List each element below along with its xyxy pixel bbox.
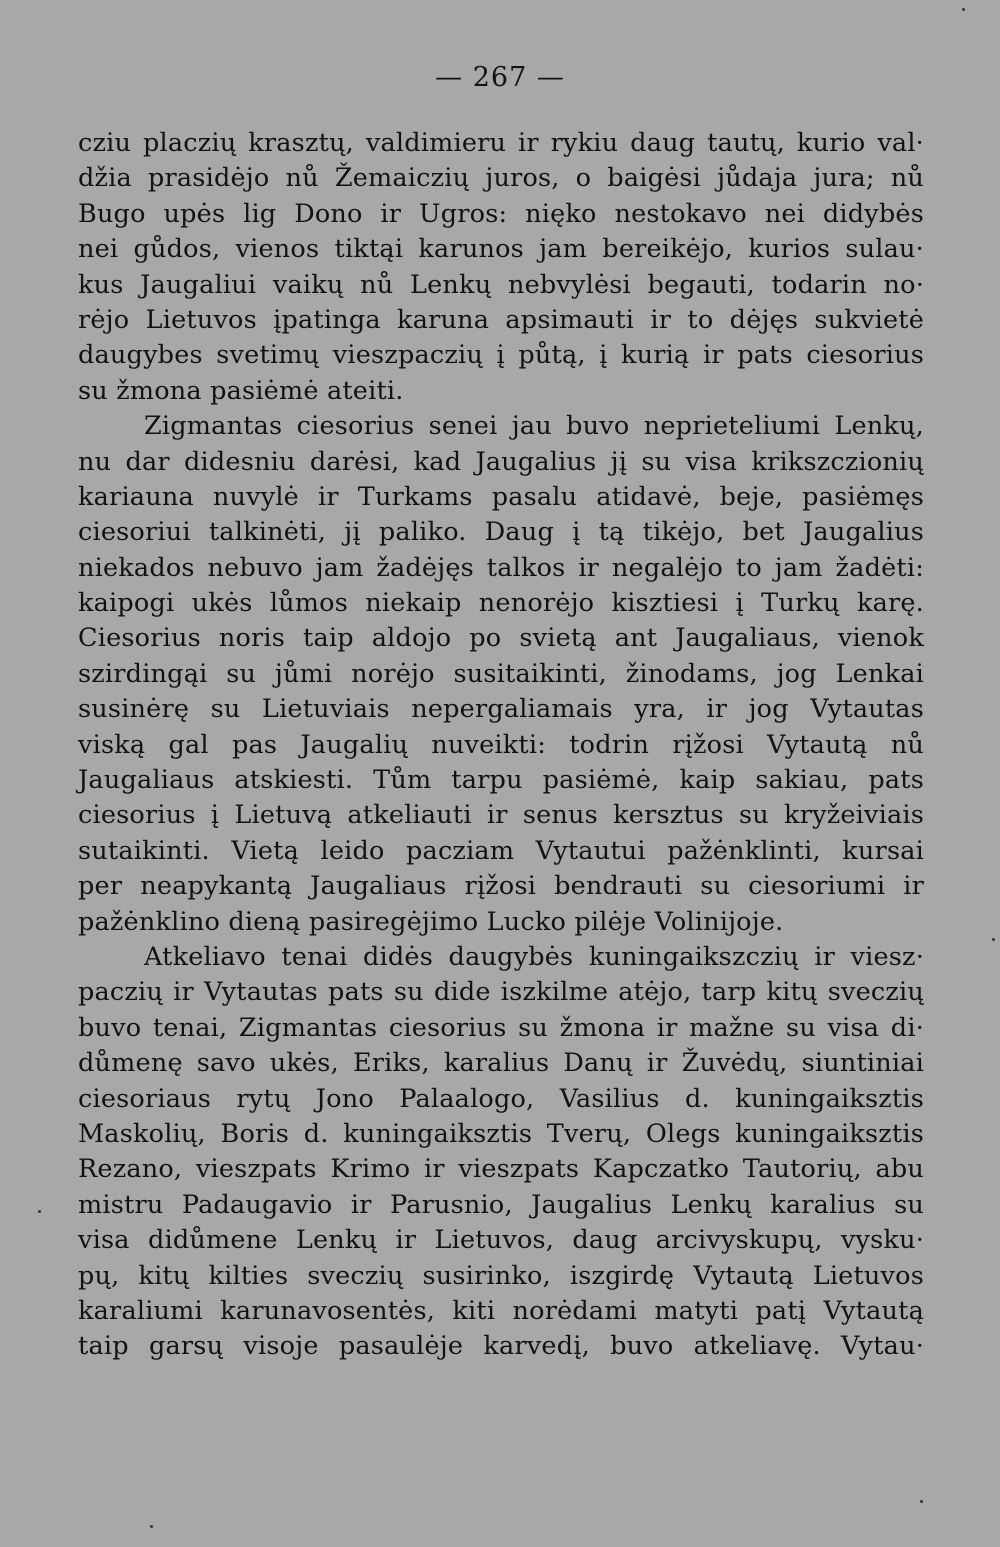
text-line: visa didůmene Lenkų ir Lietuvos, daug arcivyskupų, vysku· <box>78 1225 924 1256</box>
text-line: ciesoriaus rytų Jono Palaalogo, Vasilius d. kuningaiksztis <box>78 1083 924 1114</box>
text-line: niekados nebuvo jam žadėjęs talkos ir negalėjo to jam žadėti: <box>78 552 924 583</box>
page-number: — 267 — <box>435 62 565 93</box>
print-speck <box>150 1525 153 1528</box>
print-speck <box>38 1210 41 1213</box>
text-line: nei gůdos, vienos tiktąi karunos jam bereikėjo, kurios sulau· <box>78 234 924 265</box>
text-line: buvo tenai, Zigmantas ciesorius su žmona ir mažne su visa di· <box>78 1012 924 1043</box>
text-line: džia prasidėjo nů Žemaiczių juros, o baigėsi jůdaja jura; nů <box>78 163 924 194</box>
text-line: kaipogi ukės lůmos niekaip nenorėjo kisztiesi į Turkų karę. <box>78 588 924 619</box>
text-line: Maskolių, Boris d. kuningaiksztis Tverų, Olegs kuningaiksztis <box>78 1118 924 1149</box>
text-line: důmenę savo ukės, Eriks, karalius Danų ir Žuvėdų, siuntiniai <box>78 1048 924 1079</box>
text-line: ciesoriui talkinėti, jį paliko. Daug į tą tikėjo, bet Jaugalius <box>78 517 924 548</box>
text-line: pų, kitų kilties sveczių susirinko, iszgirdę Vytautą Lietuvos <box>78 1260 924 1291</box>
text-line: nu dar didesniu darėsi, kad Jaugalius jį su visa krikszczionių <box>78 446 924 477</box>
text-line: taip garsų visoje pasaulėje karvedį, buvo atkeliavę. Vytau· <box>78 1331 924 1362</box>
text-line: Bugo upės lig Dono ir Ugros: nięko nestokavo nei didybės <box>78 198 924 229</box>
text-line: szirdingąi su jůmi norėjo susitaikinti, žinodams, jog Lenkai <box>78 658 924 689</box>
body-text <box>78 126 924 1365</box>
text-line: kariauna nuvylė ir Turkams pasalu atidavė, beje, pasiėmęs <box>78 481 924 512</box>
text-line: rėjo Lietuvos įpatinga karuna apsimauti ir to dėjęs sukvietė <box>78 304 924 335</box>
text-line: karaliumi karunavosentės, kiti norėdami matyti patį Vytautą <box>78 1295 924 1326</box>
text-line: per neapykantą Jaugaliaus rįžosi bendrauti su ciesoriumi ir <box>78 871 924 902</box>
text-line: sutaikinti. Vietą leido pacziam Vytautui pažėnklinti, kursai <box>78 835 924 866</box>
text-line: paczių ir Vytautas pats su dide iszkilme atėjo, tarp kitų sveczių <box>78 977 924 1008</box>
text-line: mistru Padaugavio ir Parusnio, Jaugalius Lenkų karalius su <box>78 1189 924 1220</box>
text-line: susinėrę su Lietuviais nepergaliamais yra, ir jog Vytautas <box>78 694 924 725</box>
text-line: pažėnklino dieną pasiregėjimo Lucko pilėje Volinijoje. <box>78 906 784 937</box>
text-line: Rezano, vieszpats Krimo ir vieszpats Kapczatko Tautorių, abu <box>78 1154 924 1185</box>
text-line: daugybes svetimų vieszpaczių į půtą, į kurią ir pats ciesorius <box>78 340 924 371</box>
text-line: cziu placzių krasztų, valdimieru ir rykiu daug tautų, kurio val· <box>78 128 924 158</box>
print-speck <box>962 8 965 11</box>
print-speck <box>920 1500 923 1503</box>
text-line: su žmona pasiėmė ateiti. <box>78 375 404 406</box>
print-speck <box>992 938 995 941</box>
text-line: Jaugaliaus atskiesti. Tům tarpu pasiėmė, kaip sakiau, pats <box>78 765 924 796</box>
text-line: ciesorius į Lietuvą atkeliauti ir senus kersztus su kryžeiviais <box>78 800 924 831</box>
text-line: kus Jaugaliui vaikų nů Lenkų nebvylėsi begauti, todarin no· <box>78 269 924 300</box>
text-line: Ciesorius noris taip aldojo po svietą ant Jaugaliaus, vienok <box>78 623 924 654</box>
text-line: viską gal pas Jaugalių nuveikti: todrin rįžosi Vytautą nů <box>78 729 924 760</box>
paragraph-start-line: Atkeliavo tenai didės daugybės kuningaikszczių ir viesz· <box>144 941 924 972</box>
paragraph-start-line: Zigmantas ciesorius senei jau buvo neprieteliumi Lenkų, <box>144 411 924 442</box>
